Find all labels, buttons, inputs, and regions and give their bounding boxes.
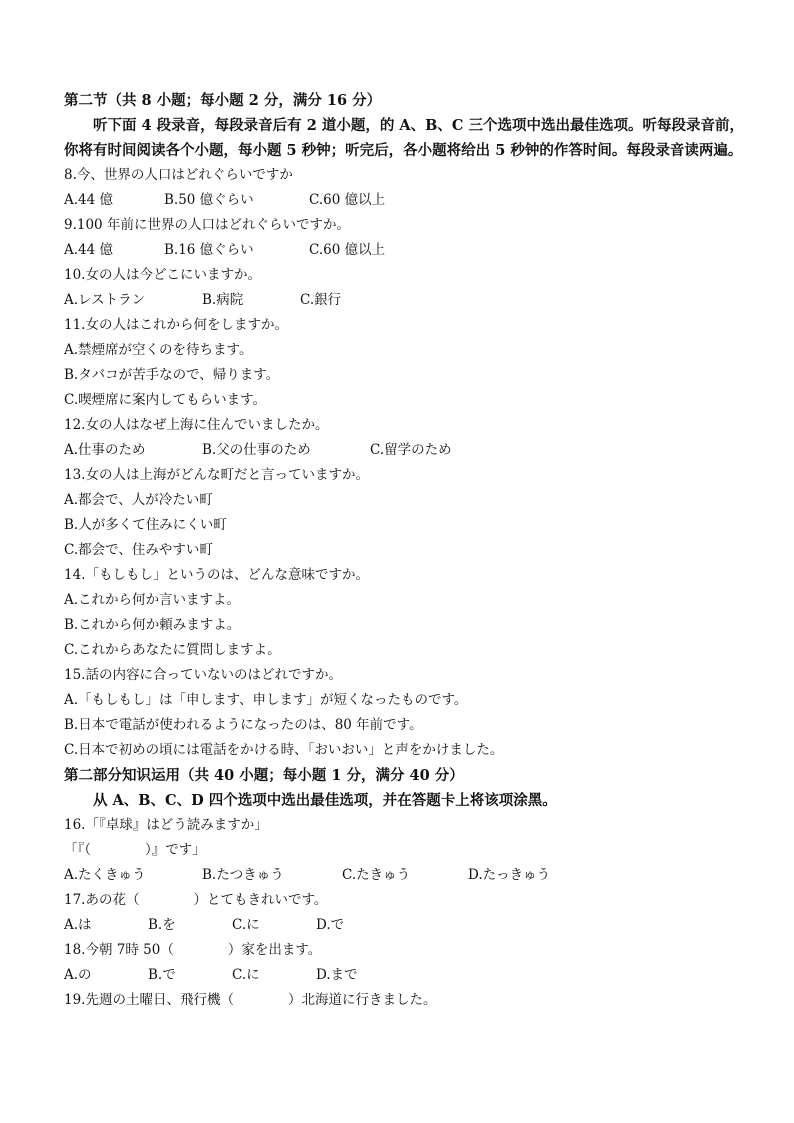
- question-17: 17.あの花（ ）とてもきれいです。: [64, 892, 328, 908]
- question-11: 11.女の人はこれから何をしますか。: [64, 317, 288, 333]
- question-18: 18.今朝 7時 50（ ）家を出ます。: [64, 942, 322, 958]
- question-8: 8.今、世界の人口はどれぐらいですか: [64, 167, 293, 183]
- question-17-options: [64, 913, 744, 938]
- option-c: C.たきゅう: [342, 867, 411, 883]
- option-b: B.を: [148, 917, 176, 933]
- option-b: B.これから何か頼みますよ。: [64, 617, 241, 633]
- option-b: B.人が多くて住みにくい町: [64, 517, 227, 533]
- option-c: C.都会で、住みやすい町: [64, 542, 213, 558]
- option-a: A.の: [64, 967, 92, 983]
- option-c: C.60 億以上: [309, 242, 386, 258]
- option-a: A.仕事のため: [64, 442, 146, 458]
- question-13: 13.女の人は上海がどんな町だと言っていますか。: [64, 467, 369, 483]
- part2-heading: 第二部分知识运用（共 40 小題；每小题 1 分，满分 40 分）: [64, 767, 464, 784]
- option-a: A.たくきゅう: [64, 867, 146, 883]
- question-10: 10.女の人は今どこにいますか。: [64, 267, 261, 283]
- option-c: C.に: [232, 967, 260, 983]
- option-a: A.都会で、人が冷たい町: [64, 492, 213, 508]
- option-c: C.に: [232, 917, 260, 933]
- question-18-options: [64, 963, 744, 988]
- question-14: 14.「もしもし」というのは、どんな意味ですか。: [64, 567, 369, 583]
- option-c: C.これからあなたに質問しますよ。: [64, 642, 281, 658]
- part2-instruction: 从 A、B、C、D 四个选项中选出最佳选项，并在答题卡上将该项涂黑。: [93, 792, 557, 809]
- option-c: C.留学のため: [370, 442, 452, 458]
- section2-instruction: 听下面 4 段录音，每段录音后有 2 道小题，的 A、B、C 三个选项中选出最佳选项。听每段录音前，你将有时间阅读各个小题，每小题 5 秒钟；听完后，各小题将给出 5 秒钟的作答时间。每段录音读两遍。: [64, 117, 745, 159]
- option-b: B.病院: [202, 292, 244, 308]
- question-9: 9.100 年前に世界の人口はどれぐらいですか。: [64, 217, 350, 233]
- option-b: B.たつきゅう: [202, 867, 284, 883]
- question-12: 12.女の人はなぜ上海に住んでいましたか。: [64, 417, 329, 433]
- option-b: B.16 億ぐらい: [164, 242, 254, 258]
- option-a: A.レストラン: [64, 292, 146, 308]
- option-b: B.タバコが苦手なので、帰ります。: [64, 367, 280, 383]
- option-d: D.まで: [316, 967, 358, 983]
- option-d: D.で: [316, 917, 345, 933]
- question-16-options: [64, 863, 744, 888]
- question-9-options: [64, 238, 744, 263]
- option-c: C.喫煙席に案内してもらいます。: [64, 392, 267, 408]
- option-c: C.日本で初めの頃には電話をかける時、「おいおい」と声をかけました。: [64, 742, 504, 758]
- section2-heading: 第二节（共 8 小题；每小题 2 分，满分 16 分）: [64, 92, 382, 109]
- exam-page: [64, 88, 744, 1013]
- option-b: B.で: [148, 967, 176, 983]
- question-19: 19.先週の土曜日、飛行機（ ）北海道に行きました。: [64, 992, 437, 1008]
- option-a: A.「もしもし」は「申します、申します」が短くなったものです。: [64, 692, 468, 708]
- option-c: C.銀行: [300, 292, 342, 308]
- question-10-options: [64, 288, 744, 313]
- question-15: 15.話の内容に合っていないのはどれですか。: [64, 667, 342, 683]
- option-a: A.は: [64, 917, 92, 933]
- option-b: B.日本で電話が使われるようになったのは、80 年前です。: [64, 717, 423, 733]
- option-a: A.44 億: [64, 242, 114, 258]
- option-a: A.禁煙席が空くのを待ちます。: [64, 342, 253, 358]
- option-d: D.たっきゅう: [468, 867, 551, 883]
- question-16: 16.「『卓球』はどう読みますか」: [64, 817, 268, 833]
- option-b: B.50 億ぐらい: [164, 192, 254, 208]
- question-16-answer-blank: 「『（ ）』です」: [64, 842, 206, 858]
- option-b: B.父の仕事のため: [202, 442, 311, 458]
- question-8-options: [64, 188, 744, 213]
- option-a: A.44 億: [64, 192, 114, 208]
- question-12-options: [64, 438, 744, 463]
- option-c: C.60 億以上: [309, 192, 386, 208]
- option-a: A.これから何か言いますよ。: [64, 592, 241, 608]
